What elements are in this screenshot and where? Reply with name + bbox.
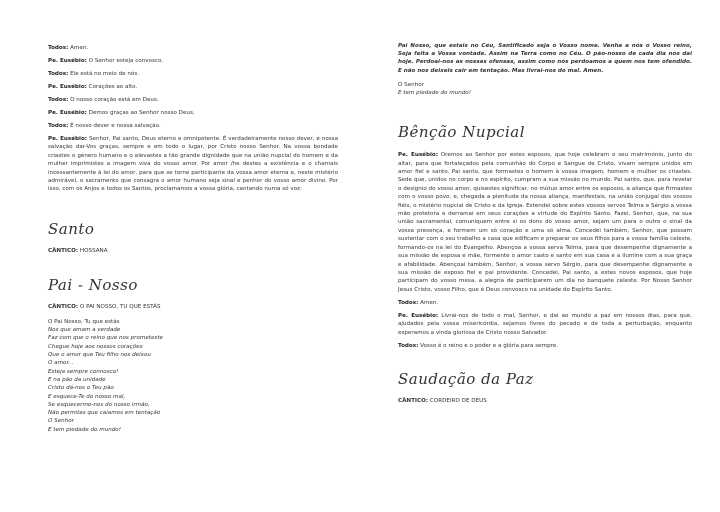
lyric-line: Chegue hoje aos nossos corações: [48, 343, 143, 350]
bencao-title: Bênção Nupcial: [398, 123, 526, 142]
response-line: Pe. Eusébio: O Senhor esteja convosco.: [48, 58, 164, 64]
preface-paragraph: Pe. Eusébio: Senhor, Pai santo, Deus eterno e omnipotente. É verdadeiramente nosso dever, é nossa salvação dar-Vos graças, sempre e em todo o lugar, por Cristo nosso Senhor. Na vossa bondade criastes o género humano e o elevastes a tão grande dignidade que na união nupcial do homem e da mulher imprimistes a imagem viva do vosso amor. Por amor /he destes a existência e o chamais incessantemente à lei do amor, para que se torne participante da vossa amor eterna e, neste mistério admirável, o sacramento que consagra o amor humano seja sinal e penhor do vosso amor divino. Por isso, com os Anjos e todos os Santos, proclamamos a vossa glória, cantando numa só voz:: [48, 136, 338, 193]
right-page: [360, 0, 720, 512]
closing-line: E tem piedade do mundo!: [398, 90, 471, 97]
our-father-prayer: Pai Nosso, que estais no Céu, Santificado seja o Vosso nome. Venha a nós o Vosso reino, Seja feita a Vossa vontade. Assim na Terra como no Céu. O pão-nosso de cada dia nos dai hoje. Perdoai-nos as nossas ofensas, assim como nós perdoamos a quem nos tem ofendido. E não nos deixeis cair em tentação. Mas livrai-nos do mal. Amen.: [398, 43, 692, 74]
response-line: Pe. Eusébio: Corações ao alto.: [48, 84, 138, 90]
closing-lines: [398, 81, 692, 97]
pai-nosso-canticle: CÂNTICO: O PAI NOSSO, TU QUE ESTÁS: [48, 303, 161, 310]
paz-title: Saudação da Paz: [398, 369, 534, 388]
closing-line: O Senhor: [398, 81, 424, 88]
pai-nosso-title: Pai - Nosso: [48, 275, 138, 294]
lyric-line: E tem piedade do mundo!: [48, 426, 121, 433]
lyric-line: Cristo dá-nos o Teu pão: [48, 385, 114, 392]
response-line: Pe. Eusébio: Demos graças ao Senhor nosso Deus.: [48, 110, 195, 116]
responses-block: [48, 44, 338, 130]
lyric-line: Faz com que o reino que nos prometeste: [48, 335, 163, 342]
pai-nosso-lyrics: [48, 318, 338, 434]
lyric-line: O Senhor: [48, 418, 74, 425]
lyric-line: O Pai Nosso, Tu que estás: [48, 318, 120, 325]
lyric-line: Nos que amam a verdade: [48, 327, 121, 334]
lyric-line: Se esquecermo-nos do nosso irmão,: [48, 401, 150, 408]
response-line: Todos: Amen.: [48, 45, 89, 51]
santo-title: Santo: [48, 219, 95, 238]
response-line: Todos: É nosso dever e nossa salvação.: [48, 123, 161, 129]
lyric-line: E na pão da unidade: [48, 376, 106, 383]
lyric-line: O amor...: [48, 360, 74, 367]
lyric-line: Não permitas que caiamos em tentação: [48, 410, 161, 417]
bencao-paragraph: Pe. Eusébio: Oremos ao Senhor por estes esposos, que hoje celebram o seu matrimónio, junto do altar, para que fortaleçados pela comunhão do Corpo e Sangue de Cristo, vivam sempre unidos em amor fiel e santo. Pai santo, que formastes o homem à vossa imagem, homem e mulher os criastes. Sede que, unidos no corpo e no espírito, cumpram a sua missão no mundo. Pai santo, que, para revelar o desígnio do vosso amor, quisestes significar, no mútuo amor entre os esposos, a aliança que firmastes com o vosso povo, e, chegada a plenitude da nossa aliança, manifestais, na união conjugal dos vossos fiéis, o mistério nupcial de Cristo e da Igreja. Estendei sobre estes vossos servos Telma e Sérgio a vossa mão protetora e derramai em seus corações a virtude do Espírito Santo. Fazei, Senhor, que, na sua união sacramental, comuniquem entre si os dons do vosso amor, sejam um para o outro o sinal da vossa presença, e formem um só coração e uma só alma. Concedei também, Senhor, que possam sustentar com o seu trabalho a casa que edificam e preparar os seus filhos para a vossa família celeste, formando-os na lei do Evangelho. Abençoa a vossa serva Telma, para que desempenhe dignamente a sua missão de esposa e mãe, formente o amor casto e santo em sua casa e a ilumine com a sua graça e afabilidade. Abençoai também, Senhor, a vossa servo Sérgio, para que desempenhe dignamente a sua missão de esposo fiel e pai providente. Concedei, Pai santo, a estes novos esposos, que hoje participam do vosso mesa, a alegria de participarem um dia no banquete celeste. Por Nosso Senhor Jesus Cristo, vosso Filho, que é Deus convosco na unidade do Espírito Santo.: [398, 152, 692, 293]
liberation-paragraph: Pe. Eusébio: Livrai-nos de todo o mal, Senhor, e dai ao mundo a paz em nossos dias, para que, ajudados pela vossa misericórdia, sejamos livres do pecado e de toda a perturbação, enquanto esperamos a vinda gloriosa de Cristo nosso Salvador.: [398, 312, 692, 336]
bencao-amen: Todos: Amen.: [398, 299, 439, 306]
paz-canticle: CÂNTICO: CORDEIRO DE DEUS: [398, 397, 487, 404]
lyric-line: E esquece-Te do nosso mal,: [48, 393, 126, 400]
doxology-line: Todos: Vosso é o reino e o poder e a glória para sempre.: [398, 342, 559, 349]
response-line: Todos: O nosso coração está em Deus.: [48, 97, 159, 103]
lyric-line: Esteja sempre connosco!: [48, 368, 119, 375]
response-line: Todos: Ele está no meio de nós.: [48, 71, 140, 77]
santo-canticle: CÂNTICO: HOSSANA: [48, 247, 108, 254]
lyric-line: Que o amor que Teu filho nos deixou: [48, 352, 151, 359]
